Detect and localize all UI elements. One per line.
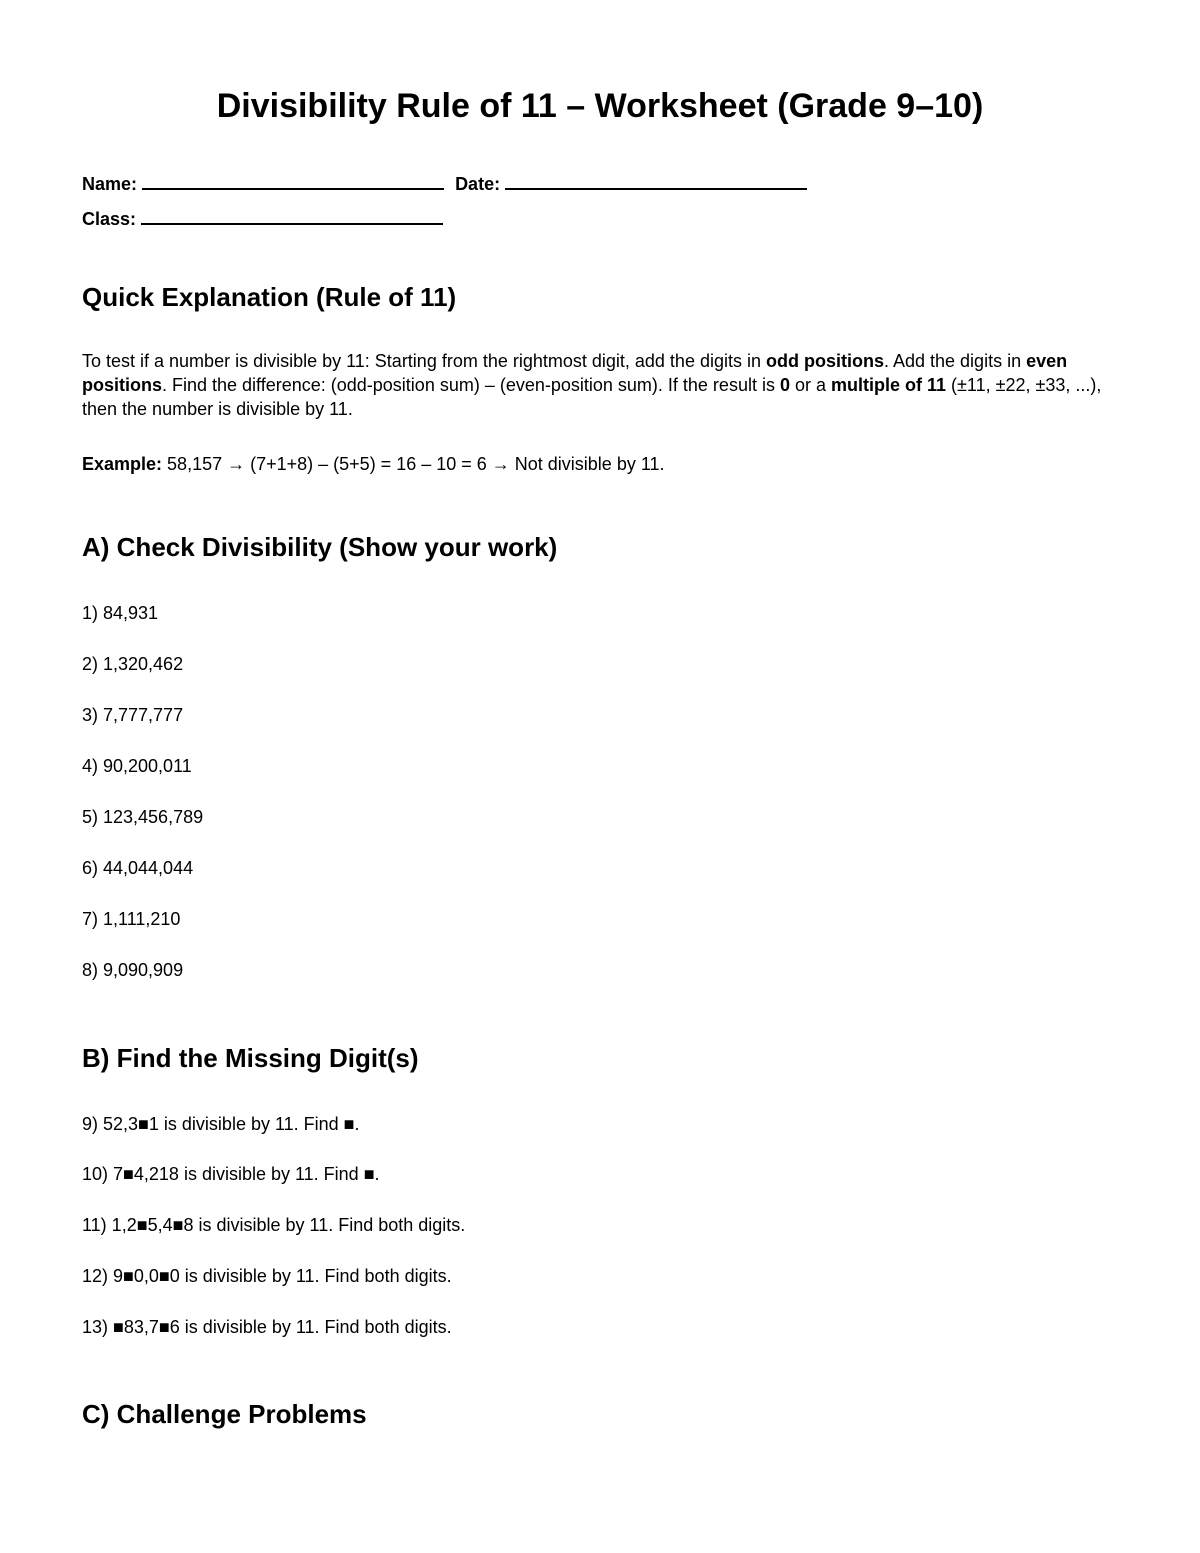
date-field[interactable] — [505, 170, 807, 190]
example-text: 58,157 → (7+1+8) – (5+5) = 16 – 10 = 6 → Not divisible by 11. — [162, 454, 665, 474]
section-c-heading: C) Challenge Problems — [82, 1399, 367, 1429]
explanation-bold-2: even positions — [82, 351, 1068, 395]
question-item: 13) ■83,7■6 is divisible by 11. Find both digits. — [82, 1317, 452, 1337]
example-label: Example: — [82, 454, 163, 474]
explanation-bold-1: odd positions — [766, 351, 884, 371]
date-label: Date: — [455, 174, 501, 194]
explanation-text-1: To test if a number is divisible by 11: Starting from the rightmost digit, add the digits in — [82, 351, 766, 371]
question-item: 6) 44,044,044 — [82, 858, 194, 878]
question-item: 10) 7■4,218 is divisible by 11. Find ■. — [82, 1164, 380, 1184]
explanation-bold-4: multiple of 11 — [831, 375, 947, 395]
section-a-heading: A) Check Divisibility (Show your work) — [82, 532, 558, 562]
explanation-text-2: . Add the digits in — [883, 351, 1027, 371]
name-date-row — [82, 170, 807, 196]
name-label: Name: — [82, 174, 138, 194]
example-line — [82, 452, 1122, 476]
class-field[interactable] — [141, 205, 443, 225]
question-item: 9) 52,3■1 is divisible by 11. Find ■. — [82, 1114, 360, 1134]
explanation-bold-3: 0 — [779, 375, 790, 395]
class-row — [82, 205, 443, 231]
question-item: 2) 1,320,462 — [82, 654, 184, 674]
question-item: 4) 90,200,011 — [82, 756, 192, 776]
question-item: 8) 9,090,909 — [82, 960, 184, 980]
explanation-text-5: (±11, ±22, ±33, ...), then the number is divisible by 11. — [82, 375, 1102, 419]
question-item: 12) 9■0,0■0 is divisible by 11. Find both digits. — [82, 1266, 452, 1286]
question-item: 5) 123,456,789 — [82, 807, 204, 827]
question-item: 11) 1,2■5,4■8 is divisible by 11. Find both digits. — [82, 1215, 466, 1235]
question-item: 1) 84,931 — [82, 603, 159, 623]
question-item: 7) 1,111,210 — [82, 909, 181, 929]
section-b-heading: B) Find the Missing Digit(s) — [82, 1043, 419, 1073]
name-field[interactable] — [142, 170, 444, 190]
explanation-heading: Quick Explanation (Rule of 11) — [82, 282, 457, 312]
question-item: 3) 7,777,777 — [82, 705, 184, 725]
explanation-paragraph — [82, 349, 1122, 421]
class-label: Class: — [82, 209, 137, 229]
explanation-text-4: or a — [789, 375, 831, 395]
explanation-text-3: . Find the difference: (odd-position sum) – (even-position sum). If the result is — [162, 375, 780, 395]
worksheet-title: Divisibility Rule of 11 – Worksheet (Grade 9–10) — [216, 87, 984, 125]
